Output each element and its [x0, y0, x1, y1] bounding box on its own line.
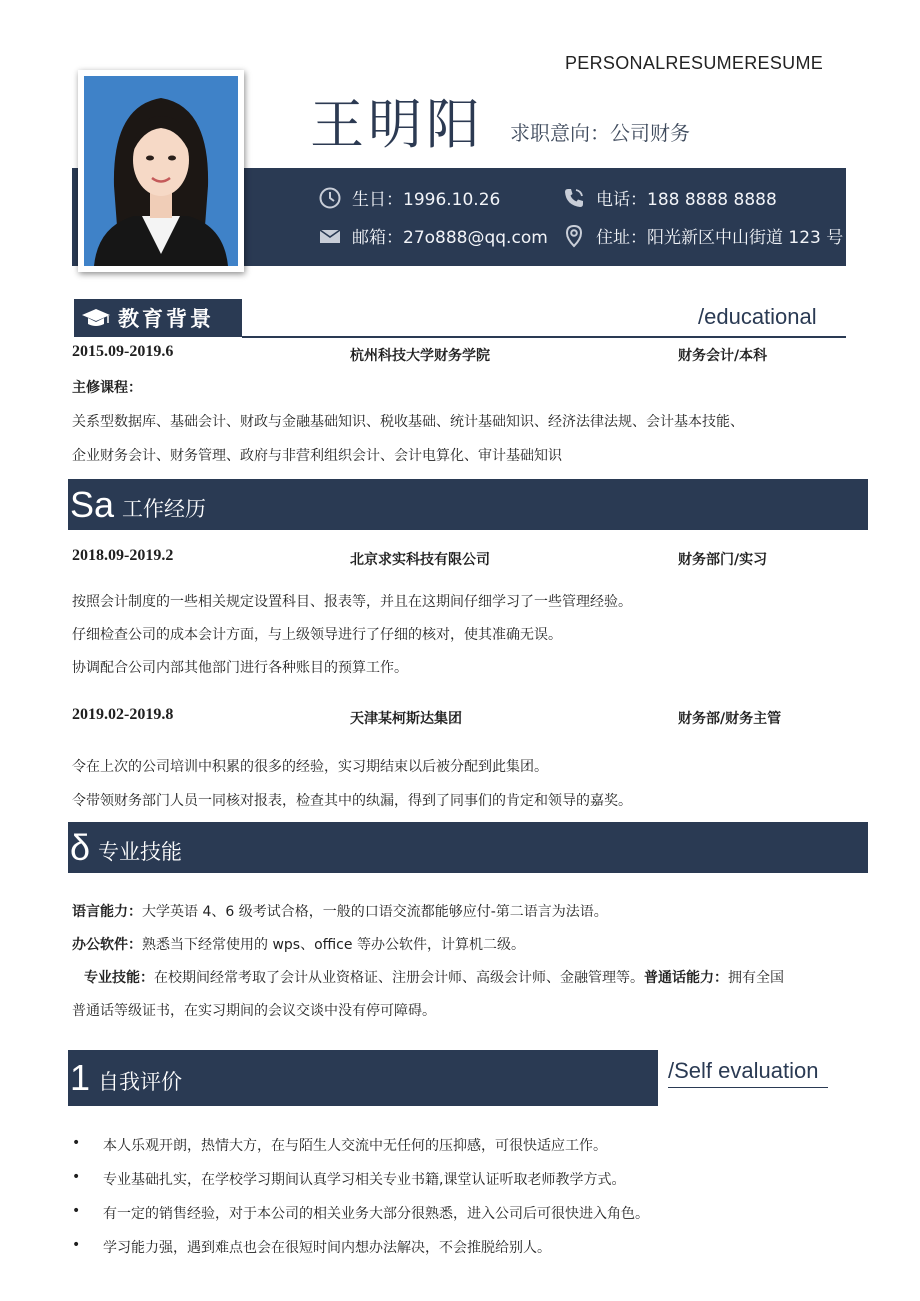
birthday-text: 生日：1996.10.26 [352, 190, 501, 210]
work-section-bar [68, 479, 868, 530]
professional-label: 专业技能： [84, 970, 154, 986]
language-skill [72, 901, 608, 921]
courses-line-1: 关系型数据库、基础会计、财政与金融基础知识、税收基础、统计基础知识、经济法律法规、会计基本技能、 [72, 414, 744, 430]
self-eval-item [72, 1135, 607, 1155]
self-eval-text: 有一定的销售经验，对于本公司的相关业务大部分很熟悉，进入公司后可很快进入角色。 [103, 1206, 649, 1222]
graduation-cap-icon [80, 306, 112, 330]
job-duty-line: 令带领财务部门人员一同核对报表，检查其中的纨漏，得到了同事们的肯定和领导的嘉奖。 [72, 793, 632, 809]
address-item [562, 223, 843, 248]
job-role: 财务部/财务主管 [678, 711, 782, 727]
portrait-illustration [84, 76, 238, 266]
courses-line-2: 企业财务会计、财务管理、政府与非营利组织会计、会计电算化、审计基础知识 [72, 448, 562, 464]
office-text: 熟悉当下经常使用的 wps、office 等办公软件，计算机二级。 [142, 937, 525, 953]
education-date: 2015.09-2019.6 [72, 343, 174, 360]
job-date: 2019.02-2019.8 [72, 706, 174, 723]
skills-section-title: 专业技能 [98, 839, 183, 864]
self-eval-section-glyph: 1 [70, 1057, 91, 1098]
mandarin-skill-continued: 普通话等级证书，在实习期间的会议交谈中没有停可障碍。 [72, 1003, 436, 1019]
bullet-marker: • [72, 1135, 81, 1151]
education-title-en: /educational [698, 304, 817, 329]
work-section-title: 工作经历 [122, 496, 207, 521]
education-divider [242, 336, 846, 338]
job-company: 天津某柯斯达集团 [350, 711, 462, 727]
brand-text: PERSONALRESUMERESUME [565, 53, 824, 73]
job-role: 财务部门/实习 [678, 552, 768, 568]
email-text: 邮箱：27o888@qq.com [352, 228, 548, 248]
job-intent: 求职意向：公司财务 [510, 121, 690, 145]
self-eval-text: 专业基础扎实，在学校学习期间认真学习相关专业书籍,课堂认证听取老师教学方式。 [103, 1172, 626, 1188]
mandarin-text: 拥有全国 [728, 970, 784, 986]
birthday-item [318, 185, 500, 210]
job-duty-line: 按照会计制度的一些相关规定设置科目、报表等，并且在这期间仔细学习了一些管理经验。 [72, 594, 632, 610]
self-eval-divider [668, 1087, 828, 1088]
education-school: 杭州科技大学财务学院 [350, 348, 490, 364]
office-label: 办公软件： [72, 937, 142, 953]
phone-text: 电话：188 8888 8888 [596, 190, 777, 210]
skills-section-glyph: δ [70, 826, 91, 868]
portrait-image [84, 76, 238, 266]
self-eval-item [72, 1169, 625, 1189]
education-major: 财务会计/本科 [678, 348, 768, 364]
job-duty-line: 令在上次的公司培训中积累的很多的经验，实习期结束以后被分配到此集团。 [72, 759, 548, 775]
email-item [318, 223, 548, 248]
self-eval-item [72, 1237, 551, 1257]
self-eval-text: 本人乐观开朗，热情大方，在与陌生人交流中无任何的压抑感，可很快适应工作。 [103, 1138, 607, 1154]
job-company: 北京求实科技有限公司 [350, 552, 490, 568]
work-section-glyph: Sa [70, 483, 115, 525]
location-pin-icon [562, 224, 586, 248]
bullet-marker: • [72, 1237, 81, 1253]
professional-skill [84, 967, 784, 987]
job-date: 2018.09-2019.2 [72, 547, 174, 564]
job-duty-line: 协调配合公司内部其他部门进行各种账目的预算工作。 [72, 660, 408, 676]
self-eval-section-bar [68, 1050, 658, 1106]
self-eval-section-title: 自我评价 [98, 1070, 183, 1094]
mail-icon [318, 224, 342, 248]
bullet-marker: • [72, 1203, 81, 1219]
phone-icon [562, 186, 586, 210]
address-text: 住址：阳光新区中山街道 123 号 [596, 228, 844, 248]
job-duty-line: 仔细检查公司的成本会计方面，与上级领导进行了仔细的核对，使其准确无误。 [72, 627, 562, 643]
skills-section-bar [68, 822, 868, 873]
courses-label: 主修课程： [72, 380, 142, 396]
language-label: 语言能力： [72, 904, 142, 920]
education-section-title [74, 299, 242, 337]
mandarin-label: 普通话能力： [644, 970, 728, 986]
self-eval-item [72, 1203, 649, 1223]
self-eval-title-en: /Self evaluation [668, 1058, 819, 1083]
phone-item [562, 185, 777, 210]
self-eval-text: 学习能力强，遇到难点也会在很短时间内想办法解决，不会推脱给别人。 [103, 1240, 551, 1256]
office-skill [72, 934, 525, 954]
profile-photo [78, 70, 244, 272]
clock-icon [318, 186, 342, 210]
education-title-text: 教育背景 [118, 307, 214, 331]
language-text: 大学英语 4、6 级考试合格，一般的口语交流都能够应付-第二语言为法语。 [142, 904, 608, 920]
bullet-marker: • [72, 1169, 81, 1185]
candidate-name: 王明阳 [310, 93, 484, 156]
professional-text: 在校期间经常考取了会计从业资格证、注册会计师、高级会计师、金融管理等。 [154, 970, 644, 986]
